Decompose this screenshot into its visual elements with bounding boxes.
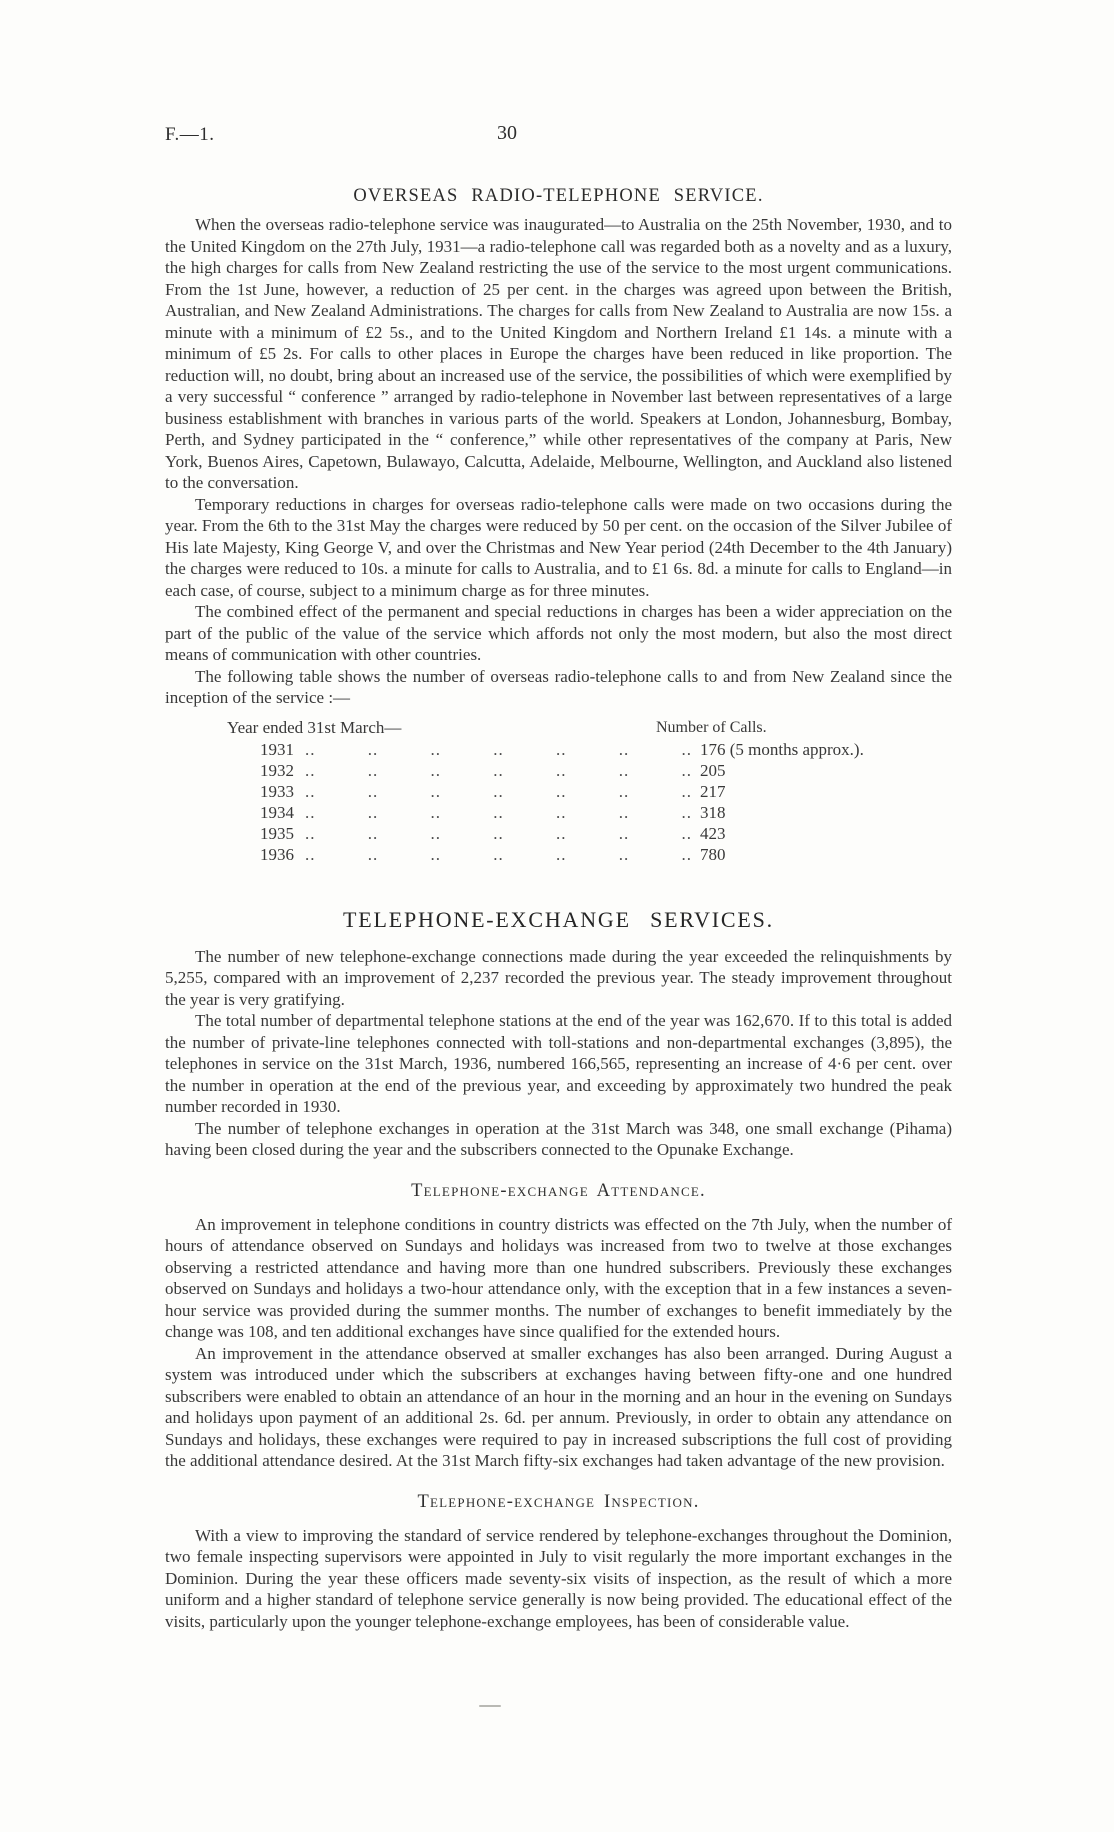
table-row bbox=[165, 823, 952, 844]
table-row bbox=[165, 781, 952, 802]
paragraph: The number of telephone exchanges in operation at the 31st March was 348, one small exchange (Pihama) having been closed during the year and the subscribers connected to the Opunake Exchange. bbox=[165, 1118, 952, 1159]
table-cell-value: 318 bbox=[700, 802, 726, 822]
table-cell-value: 205 bbox=[700, 760, 726, 780]
document-reference: F.—1. bbox=[165, 124, 215, 145]
page-number: 30 bbox=[497, 122, 517, 144]
table-cell-year: 1931 bbox=[260, 739, 294, 759]
table-cell-value: 780 bbox=[700, 844, 726, 864]
table-cell-year: 1934 bbox=[260, 802, 294, 822]
section-title-telephone-exchange-services: TELEPHONE-EXCHANGE SERVICES. bbox=[343, 906, 774, 932]
dot-leader: .. .. .. .. .. .. .. bbox=[305, 823, 692, 843]
paragraph: Temporary reductions in charges for overseas radio-telephone calls were made on two occasions during the year. From the 6th to the 31st May the charges were reduced by 50 per cent. on the occasion of the Silver Jubilee of His late Majesty, King George V, and over the Christmas and New Year period (24th December to the 4th January) the charges were reduced to 10s. a minute for calls to Australia, and to £1 6s. 8d. a minute for calls to England—in each case, of course, subject to a minimum charge as for three minutes. bbox=[165, 494, 952, 600]
table-cell-value: 217 bbox=[700, 781, 726, 801]
subsection-title-inspection: Telephone-exchange Inspection. bbox=[417, 1491, 700, 1512]
table-cell-value: 176 (5 months approx.). bbox=[700, 739, 864, 759]
table-cell-year: 1933 bbox=[260, 781, 294, 801]
dot-leader: .. .. .. .. .. .. .. bbox=[305, 739, 692, 759]
calls-table bbox=[165, 717, 952, 865]
paragraph: The number of new telephone-exchange connections made during the year exceeded the relinquishments by 5,255, compared with an improvement of 2,237 recorded the previous year. The steady improvement throughout the year is very gratifying. bbox=[165, 946, 952, 1009]
paragraph: The following table shows the number of overseas radio-telephone calls to and from New Zealand since the inception of the service :— bbox=[165, 666, 952, 707]
table-cell-value: 423 bbox=[700, 823, 726, 843]
table-row bbox=[165, 802, 952, 823]
paragraph: An improvement in the attendance observed at smaller exchanges has also been arranged. During August a system was introduced under which the subscribers at exchanges having between fifty-one and one hundred subscribers were enabled to obtain an attendance of an hour in the morning and an hour in the evening on Sundays and holidays upon payment of an additional 2s. 6d. per annum. Previously, in order to obtain any attendance on Sundays and holidays, these exchanges were required to pay in increased subscriptions the full cost of providing the additional attendance desired. At the 31st March fifty-six exchanges had taken advantage of the new provision. bbox=[165, 1343, 952, 1470]
page-column bbox=[165, 0, 952, 1632]
calls-table-header-right: Number of Calls. bbox=[656, 718, 767, 736]
section-title-overseas-radio-telephone: OVERSEAS RADIO-TELEPHONE SERVICE. bbox=[353, 186, 764, 206]
paragraph: The total number of departmental telephone stations at the end of the year was 162,670. If to this total is added the number of private-line telephones connected with toll-stations and non-departmental exchanges (3,895), the telephones in service on the 31st March, 1936, numbered 166,565, representing an increase of 4·6 per cent. over the number in operation at the end of the previous year, and exceeding by approximately two hundred the peak number recorded in 1930. bbox=[165, 1011, 952, 1116]
dot-leader: .. .. .. .. .. .. .. bbox=[305, 802, 692, 822]
table-row bbox=[165, 760, 952, 781]
paragraph: The combined effect of the permanent and special reductions in charges has been a wider appreciation on the part of the public of the value of the service which affords not only the most modern, but also the most direct means of communication with other countries. bbox=[165, 602, 952, 664]
paragraph: An improvement in telephone conditions in country districts was effected on the 7th July, when the number of hours of attendance observed on Sundays and holidays was increased from two to twelve at those exchanges observing a restricted attendance and having more than one hundred subscribers. Previously these exchanges observed on Sundays and holidays a two-hour attendance only, with the exception that in a few instances a seven-hour service was provided during the summer months. The number of exchanges to benefit immediately by the change was 108, and ten additional exchanges have since qualified for the extended hours. bbox=[165, 1214, 952, 1341]
dot-leader: .. .. .. .. .. .. .. bbox=[305, 844, 692, 864]
dot-leader: .. .. .. .. .. .. .. bbox=[305, 760, 692, 780]
table-row bbox=[165, 844, 952, 865]
calls-table-header-left: Year ended 31st March— bbox=[227, 717, 402, 737]
page-header bbox=[165, 124, 952, 148]
table-cell-year: 1932 bbox=[260, 760, 294, 780]
table-cell-year: 1935 bbox=[260, 823, 294, 843]
scan-artifact-mark bbox=[479, 1705, 501, 1707]
calls-table-header bbox=[165, 717, 952, 739]
subsection-title-attendance: Telephone-exchange Attendance. bbox=[411, 1180, 706, 1201]
table-row bbox=[165, 739, 952, 760]
paragraph: With a view to improving the standard of service rendered by telephone-exchanges throughout the Dominion, two female inspecting supervisors were appointed in July to visit regularly the more important exchanges in the Dominion. During the year these officers made seventy-six visits of inspection, as the result of which a more uniform and a higher standard of telephone service generally is now being provided. The educational effect of the visits, particularly upon the younger telephone-exchange employees, has been of considerable value. bbox=[165, 1525, 952, 1631]
dot-leader: .. .. .. .. .. .. .. bbox=[305, 781, 692, 801]
table-cell-year: 1936 bbox=[260, 844, 294, 864]
paragraph: When the overseas radio-telephone service was inaugurated—to Australia on the 25th November, 1930, and to the United Kingdom on the 27th July, 1931—a radio-telephone call was regarded both as a novelty and as a luxury, the high charges for calls from New Zealand restricting the use of the service to the most urgent communications. From the 1st June, however, a reduction of 25 per cent. in the charges was agreed upon between the British, Australian, and New Zealand Administrations. The charges for calls from New Zealand to Australia are now 15s. a minute with a minimum of £2 5s., and to the United Kingdom and Northern Ireland £1 14s. a minute with a minimum of £5 2s. For calls to other places in Europe the charges have been reduced in like proportion. The reduction will, no doubt, bring about an increased use of the service, the possibilities of which were exemplified by a very successful “ conference ” arranged by radio-telephone in November last between representatives of a large business establishment with branches in various parts of the world. Speakers at London, Johannesburg, Bombay, Perth, and Sydney participated in the “ conference,” while other representatives of the company at Paris, New York, Buenos Aires, Capetown, Bulawayo, Calcutta, Adelaide, Melbourne, Wellington, and Auckland also listened to the conversation. bbox=[165, 215, 952, 492]
